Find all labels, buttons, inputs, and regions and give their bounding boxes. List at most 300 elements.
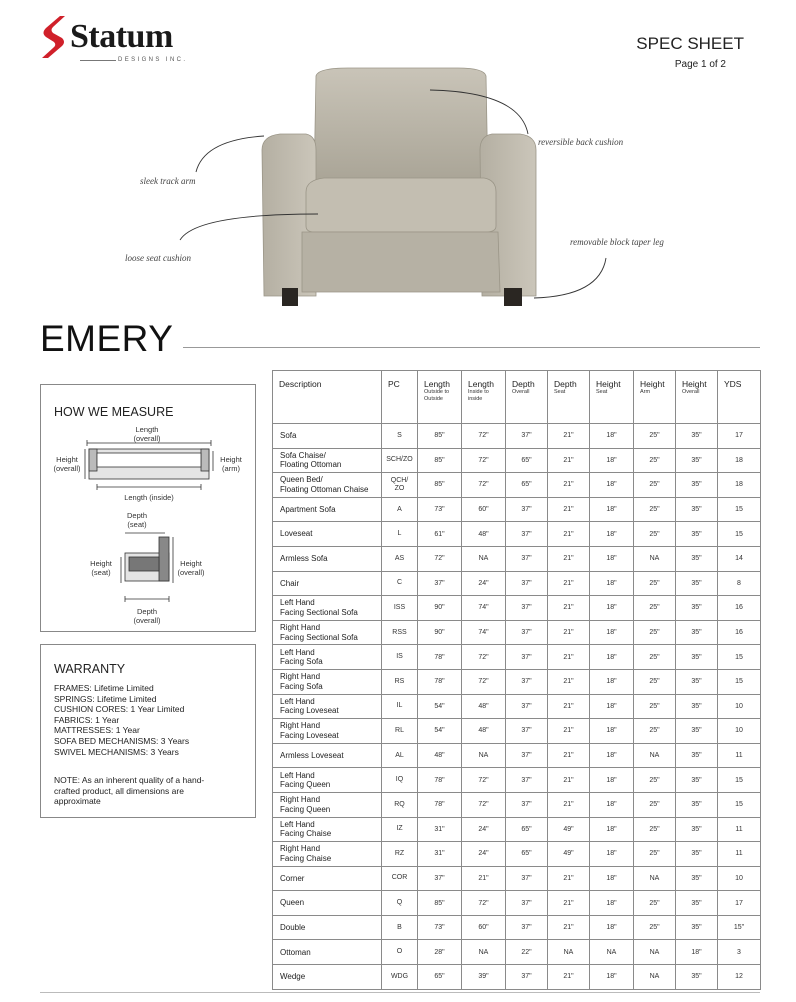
cell-value: 35"	[676, 522, 718, 547]
cell-value: 37"	[506, 866, 548, 891]
cell-value: 78"	[418, 768, 462, 793]
cell-description: Armless Loveseat	[273, 743, 382, 768]
cell-value: 10	[718, 866, 761, 891]
cell-value: 21"	[548, 424, 590, 449]
cell-value: 25"	[634, 522, 676, 547]
cell-value: 35"	[676, 497, 718, 522]
cell-value: 11	[718, 743, 761, 768]
cell-value: 21"	[548, 743, 590, 768]
cell-value: 37"	[506, 891, 548, 916]
cell-value: 74"	[462, 596, 506, 621]
column-header-label: Height	[682, 379, 707, 389]
cell-value: NA	[634, 940, 676, 965]
cell-value: 35"	[676, 842, 718, 867]
table-row	[273, 473, 761, 498]
table-row	[273, 522, 761, 547]
cell-value: 65"	[506, 842, 548, 867]
column-header-label: Length	[424, 379, 450, 389]
brand-name: Statum	[70, 18, 173, 55]
cell-value: 73"	[418, 915, 462, 940]
cell-value: 72"	[462, 448, 506, 473]
cell-value: 12	[718, 965, 761, 990]
cell-value: 25"	[634, 645, 676, 670]
cell-description: Sofa	[273, 424, 382, 449]
table-row	[273, 596, 761, 621]
cell-value: 24"	[462, 817, 506, 842]
cell-value: 72"	[462, 768, 506, 793]
cell-value: 18"	[590, 620, 634, 645]
cell-value: 37"	[506, 694, 548, 719]
cell-description: Queen Bed/ Floating Ottoman Chaise	[273, 473, 382, 498]
cell-value: 25"	[634, 694, 676, 719]
cell-value: 31"	[418, 842, 462, 867]
cell-value: 72"	[462, 424, 506, 449]
product-name: EMERY	[40, 318, 174, 359]
cell-value: 18"	[590, 891, 634, 916]
callout-back: reversible back cushion	[538, 137, 624, 147]
table-header-row	[273, 371, 761, 424]
table-row	[273, 424, 761, 449]
bottom-rule	[40, 992, 760, 993]
cell-value: 25"	[634, 448, 676, 473]
warranty-item: SWIVEL MECHANISMS: 3 Years	[54, 746, 179, 757]
callout-seat: loose seat cushion	[125, 253, 191, 263]
cell-value: 35"	[676, 792, 718, 817]
cell-value: 72"	[462, 645, 506, 670]
warranty-item: SPRINGS: Lifetime Limited	[54, 693, 157, 704]
cell-value: 18	[718, 473, 761, 498]
cell-pc: RS	[382, 669, 418, 694]
callout-leg: removable block taper leg	[570, 237, 664, 247]
column-header-sublabel: Inside to inside	[468, 389, 489, 402]
cell-value: 60"	[462, 915, 506, 940]
how-we-measure-box	[40, 384, 256, 632]
cell-value: 85"	[418, 424, 462, 449]
table-row	[273, 448, 761, 473]
column-header-label: PC	[388, 379, 400, 389]
cell-description: Armless Sofa	[273, 546, 382, 571]
cell-value: 37"	[506, 768, 548, 793]
column-header-label: Length	[468, 379, 494, 389]
cell-value: 72"	[462, 891, 506, 916]
cell-value: 25"	[634, 842, 676, 867]
cell-value: 61"	[418, 522, 462, 547]
cell-description: Corner	[273, 866, 382, 891]
cell-value: 35"	[676, 817, 718, 842]
cell-pc: IQ	[382, 768, 418, 793]
label-height-arm: Height (arm)	[220, 455, 242, 473]
label-depth-overall: Depth (overall)	[133, 607, 161, 625]
cell-value: 25"	[634, 620, 676, 645]
cell-value: NA	[462, 743, 506, 768]
cell-value: 15"	[718, 915, 761, 940]
table-row	[273, 866, 761, 891]
cell-value: 37"	[506, 965, 548, 990]
cell-value: 35"	[676, 965, 718, 990]
cell-description: Queen	[273, 891, 382, 916]
cell-value: 15	[718, 645, 761, 670]
cell-pc: RZ	[382, 842, 418, 867]
cell-value: 21"	[548, 792, 590, 817]
cell-value: 18"	[590, 448, 634, 473]
table-row	[273, 719, 761, 744]
cell-value: 21"	[548, 473, 590, 498]
cell-value: NA	[590, 940, 634, 965]
column-header-label: Depth	[512, 379, 535, 389]
chair-illustration	[258, 66, 538, 308]
label-height-seat: Height (seat)	[90, 559, 112, 577]
title-rule	[183, 347, 760, 348]
logo-rule	[80, 60, 116, 61]
warranty-item: FABRICS: 1 Year	[54, 714, 120, 725]
cell-value: 54"	[418, 694, 462, 719]
cell-value: 25"	[634, 571, 676, 596]
cell-value: 14	[718, 546, 761, 571]
cell-description: Apartment Sofa	[273, 497, 382, 522]
cell-value: 15	[718, 522, 761, 547]
table-row	[273, 669, 761, 694]
cell-value: 21"	[462, 866, 506, 891]
cell-value: 37"	[506, 546, 548, 571]
cell-value: 25"	[634, 817, 676, 842]
column-header-sublabel: Seat	[554, 389, 566, 395]
cell-value: 18"	[590, 694, 634, 719]
cell-value: 78"	[418, 645, 462, 670]
cell-value: 37"	[506, 424, 548, 449]
cell-description: Double	[273, 915, 382, 940]
column-header	[548, 371, 590, 424]
cell-value: 73"	[418, 497, 462, 522]
cell-value: 3	[718, 940, 761, 965]
cell-value: 21"	[548, 768, 590, 793]
cell-value: 35"	[676, 424, 718, 449]
warranty-item: CUSHION CORES: 1 Year Limited	[54, 704, 185, 715]
spec-table	[272, 370, 761, 990]
cell-value: 24"	[462, 571, 506, 596]
cell-value: 21"	[548, 645, 590, 670]
cell-value: 25"	[634, 497, 676, 522]
cell-value: 48"	[462, 719, 506, 744]
cell-value: 31"	[418, 817, 462, 842]
cell-value: 28"	[418, 940, 462, 965]
cell-description: Left Hand Facing Loveseat	[273, 694, 382, 719]
cell-value: 72"	[462, 473, 506, 498]
cell-value: 18"	[590, 915, 634, 940]
column-header-label: Height	[640, 379, 665, 389]
column-header	[676, 371, 718, 424]
column-header	[718, 371, 761, 424]
cell-value: 35"	[676, 743, 718, 768]
cell-pc: IZ	[382, 817, 418, 842]
table-row	[273, 546, 761, 571]
cell-value: 35"	[676, 596, 718, 621]
cell-value: 21"	[548, 497, 590, 522]
cell-value: 21"	[548, 620, 590, 645]
cell-value: 35"	[676, 891, 718, 916]
cell-value: 74"	[462, 620, 506, 645]
cell-value: 85"	[418, 891, 462, 916]
cell-value: 18"	[590, 473, 634, 498]
cell-pc: RQ	[382, 792, 418, 817]
cell-pc: RSS	[382, 620, 418, 645]
cell-pc: ISS	[382, 596, 418, 621]
table-row	[273, 940, 761, 965]
column-header-sublabel: Arm	[640, 389, 651, 395]
cell-value: 17	[718, 424, 761, 449]
cell-value: 65"	[506, 817, 548, 842]
cell-value: 65"	[506, 448, 548, 473]
table-row	[273, 694, 761, 719]
cell-value: 21"	[548, 571, 590, 596]
cell-value: 35"	[676, 694, 718, 719]
warranty-list	[54, 683, 189, 757]
column-header	[418, 371, 462, 424]
cell-description: Left Hand Facing Chaise	[273, 817, 382, 842]
column-header-label: Description	[279, 379, 322, 389]
cell-value: 37"	[418, 866, 462, 891]
cell-value: 11	[718, 817, 761, 842]
cell-value: 18"	[590, 669, 634, 694]
table-row	[273, 743, 761, 768]
cell-value: 85"	[418, 448, 462, 473]
cell-value: 35"	[676, 546, 718, 571]
cell-value: 54"	[418, 719, 462, 744]
cell-value: 35"	[676, 473, 718, 498]
warranty-item: SOFA BED MECHANISMS: 3 Years	[54, 735, 190, 746]
cell-value: 11	[718, 842, 761, 867]
cell-value: 65"	[418, 965, 462, 990]
cell-value: 35"	[676, 645, 718, 670]
cell-value: 37"	[506, 522, 548, 547]
cell-value: 18"	[590, 645, 634, 670]
table-body	[273, 424, 761, 990]
cell-value: 37"	[506, 571, 548, 596]
cell-value: 35"	[676, 669, 718, 694]
warranty-item: FRAMES: Lifetime Limited	[54, 683, 154, 693]
table-row	[273, 915, 761, 940]
cell-value: 25"	[634, 792, 676, 817]
cell-value: 8	[718, 571, 761, 596]
cell-value: 18"	[590, 792, 634, 817]
cell-value: 35"	[676, 768, 718, 793]
cell-description: Ottoman	[273, 940, 382, 965]
cell-value: 48"	[462, 694, 506, 719]
spec-sheet-title: SPEC SHEET	[636, 34, 744, 53]
cell-value: 10	[718, 694, 761, 719]
cell-value: 18"	[590, 719, 634, 744]
table-row	[273, 891, 761, 916]
cell-value: 37"	[506, 669, 548, 694]
column-header-label: Height	[596, 379, 621, 389]
cell-value: 37"	[506, 719, 548, 744]
cell-description: Right Hand Facing Queen	[273, 792, 382, 817]
warranty-title: WARRANTY	[54, 662, 126, 676]
cell-value: 21"	[548, 546, 590, 571]
column-header-sublabel: Seat	[596, 389, 608, 395]
cell-value: 25"	[634, 473, 676, 498]
cell-value: 15	[718, 497, 761, 522]
cell-value: 72"	[462, 792, 506, 817]
cell-description: Sofa Chaise/ Floating Ottoman	[273, 448, 382, 473]
cell-value: 35"	[676, 620, 718, 645]
cell-value: 49"	[548, 842, 590, 867]
cell-value: 15	[718, 792, 761, 817]
cell-value: 65"	[506, 473, 548, 498]
page-indicator: Page 1 of 2	[674, 59, 726, 70]
cell-pc: C	[382, 571, 418, 596]
cell-pc: WDG	[382, 965, 418, 990]
label-length-overall: Length (overall)	[133, 425, 161, 443]
cell-value: 21"	[548, 965, 590, 990]
table-row	[273, 842, 761, 867]
column-header-sublabel: Overall	[682, 389, 700, 395]
cell-value: 35"	[676, 866, 718, 891]
cell-value: 21"	[548, 891, 590, 916]
cell-description: Right Hand Facing Sectional Sofa	[273, 620, 382, 645]
cell-value: 72"	[418, 546, 462, 571]
warranty-box	[40, 644, 256, 818]
cell-pc: B	[382, 915, 418, 940]
warranty-note: NOTE: As an inherent quality of a hand-crafted product, all dimensions are approximate	[54, 775, 205, 807]
cell-value: 48"	[462, 522, 506, 547]
cell-description: Right Hand Facing Sofa	[273, 669, 382, 694]
cell-value: 25"	[634, 891, 676, 916]
cell-value: 90"	[418, 620, 462, 645]
table-row	[273, 645, 761, 670]
cell-description: Left Hand Facing Queen	[273, 768, 382, 793]
cell-value: 21"	[548, 866, 590, 891]
cell-value: 37"	[418, 571, 462, 596]
cell-value: 25"	[634, 669, 676, 694]
cell-value: 18"	[590, 743, 634, 768]
cell-value: NA	[634, 866, 676, 891]
cell-value: 18"	[590, 424, 634, 449]
cell-value: 18"	[590, 571, 634, 596]
logo-s-icon	[38, 14, 68, 60]
label-height-overall-side: Height (overall)	[177, 559, 205, 577]
cell-value: 21"	[548, 719, 590, 744]
measure-diagram	[41, 385, 255, 631]
cell-value: 35"	[676, 719, 718, 744]
cell-description: Left Hand Facing Sectional Sofa	[273, 596, 382, 621]
label-depth-seat: Depth (seat)	[126, 511, 147, 529]
cell-description: Loveseat	[273, 522, 382, 547]
cell-value: 25"	[634, 424, 676, 449]
column-header	[634, 371, 676, 424]
cell-value: 18"	[676, 940, 718, 965]
warranty-item: MATTRESSES: 1 Year	[54, 725, 140, 736]
cell-pc: A	[382, 497, 418, 522]
cell-value: 72"	[462, 669, 506, 694]
cell-value: NA	[634, 743, 676, 768]
cell-value: 21"	[548, 522, 590, 547]
cell-pc: AL	[382, 743, 418, 768]
cell-value: 18"	[590, 497, 634, 522]
cell-value: 48"	[418, 743, 462, 768]
cell-value: 60"	[462, 497, 506, 522]
column-header-label: Depth	[554, 379, 577, 389]
table-row	[273, 571, 761, 596]
cell-value: 37"	[506, 497, 548, 522]
cell-pc: QCH/ ZO	[382, 473, 418, 498]
column-header	[382, 371, 418, 424]
cell-value: 18"	[590, 817, 634, 842]
table-row	[273, 965, 761, 990]
cell-value: 24"	[462, 842, 506, 867]
cell-value: 37"	[506, 620, 548, 645]
cell-pc: IL	[382, 694, 418, 719]
cell-value: NA	[462, 546, 506, 571]
cell-pc: AS	[382, 546, 418, 571]
cell-pc: S	[382, 424, 418, 449]
cell-description: Right Hand Facing Chaise	[273, 842, 382, 867]
cell-value: 78"	[418, 792, 462, 817]
cell-value: NA	[634, 546, 676, 571]
cell-value: 37"	[506, 792, 548, 817]
cell-value: 35"	[676, 571, 718, 596]
table-row	[273, 768, 761, 793]
cell-value: 16	[718, 596, 761, 621]
cell-value: 22"	[506, 940, 548, 965]
cell-value: 18"	[590, 866, 634, 891]
cell-value: 25"	[634, 719, 676, 744]
cell-description: Left Hand Facing Sofa	[273, 645, 382, 670]
column-header-label: YDS	[724, 379, 742, 389]
cell-value: 37"	[506, 596, 548, 621]
brand-sub: DESIGNS INC.	[118, 57, 188, 63]
cell-value: 35"	[676, 448, 718, 473]
cell-description: Wedge	[273, 965, 382, 990]
label-length-inside: Length (inside)	[124, 493, 174, 502]
cell-value: 10	[718, 719, 761, 744]
cell-description: Chair	[273, 571, 382, 596]
cell-value: 35"	[676, 915, 718, 940]
cell-value: 37"	[506, 645, 548, 670]
cell-pc: SCH/ZO	[382, 448, 418, 473]
cell-value: 17	[718, 891, 761, 916]
cell-value: 37"	[506, 915, 548, 940]
table-row	[273, 792, 761, 817]
cell-value: 37"	[506, 743, 548, 768]
cell-pc: O	[382, 940, 418, 965]
cell-value: 18"	[590, 842, 634, 867]
cell-value: NA	[548, 940, 590, 965]
cell-value: 25"	[634, 768, 676, 793]
callout-arm: sleek track arm	[140, 176, 196, 186]
column-header-sublabel: Overall	[512, 389, 530, 395]
label-height-overall: Height (overall)	[53, 455, 81, 473]
column-header	[273, 371, 382, 424]
column-header	[506, 371, 548, 424]
cell-value: 25"	[634, 596, 676, 621]
cell-value: 15	[718, 768, 761, 793]
cell-value: 18"	[590, 596, 634, 621]
column-header	[462, 371, 506, 424]
cell-value: 18"	[590, 546, 634, 571]
measure-title: HOW WE MEASURE	[54, 405, 174, 419]
cell-value: 21"	[548, 669, 590, 694]
table-row	[273, 497, 761, 522]
cell-value: 21"	[548, 915, 590, 940]
cell-pc: RL	[382, 719, 418, 744]
cell-value: 21"	[548, 596, 590, 621]
cell-value: 16	[718, 620, 761, 645]
cell-value: 18"	[590, 965, 634, 990]
cell-value: 49"	[548, 817, 590, 842]
cell-pc: L	[382, 522, 418, 547]
cell-value: 85"	[418, 473, 462, 498]
table-row	[273, 620, 761, 645]
